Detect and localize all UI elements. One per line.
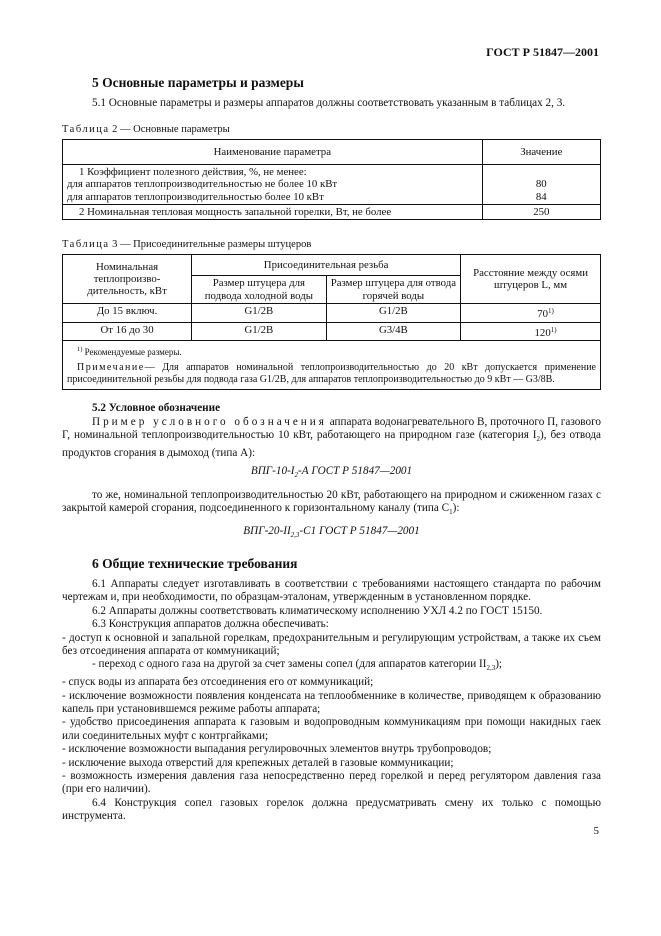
page-number: 5 xyxy=(593,825,599,837)
designation-formula-1: ВПГ-$10-I_2-А$ ГОСТ Р 51847—2001 xyxy=(250,465,413,480)
paragraph-6-3: 6.3 Конструкция аппаратов должна обеспечивать: xyxy=(92,618,329,631)
table-3-cell-power: От 16 до 30 xyxy=(63,322,192,341)
paragraph-5-1: 5.1 Основные параметры и размеры аппаратов должны соответствовать указанным в таблицах 2, 3. xyxy=(92,97,566,110)
paragraph-6-2: 6.2 Аппараты должны соответствовать климатическому исполнению УХЛ 4.2 по ГОСТ 15150. xyxy=(92,604,543,617)
table-3-header-thread: Присоединительная резьба xyxy=(192,255,461,276)
table-3-cell-hot: G3/4B xyxy=(326,322,461,341)
example-paragraph-2: то же, номинальной теплопроизводительностью 20 кВт, работающего на природном и сжиженном газах с закрытой камерой сгорания, подсоединенного к горизонтальному каналу (типа $С_1$): xyxy=(62,488,601,517)
list-item: - переход с одного газа на другой за счет замены сопел (для аппаратов категории $II_{2,3}$); xyxy=(92,658,503,673)
list-item: - исключение возможности выпадания регулировочных элементов внутрь трубопроводов; xyxy=(62,743,492,756)
table-row xyxy=(63,165,601,205)
list-item: - удобство присоединения аппарата к газовым и водопроводным коммуникациям при помощи накидных гаек или соединительных муфт с контргайками; xyxy=(62,716,601,742)
list-item: - спуск воды из аппарата без отсоединения его от коммуникаций; xyxy=(62,676,374,689)
table-3-caption: Таблица 3 — Присоединительные размеры штуцеров xyxy=(62,239,312,251)
table-3-footnote: $^{1)}$ Рекомендуемые размеры. xyxy=(77,346,182,358)
table-3 xyxy=(62,254,601,390)
table-2-header-value: Значение xyxy=(482,140,600,165)
table-row xyxy=(63,341,601,390)
table-row xyxy=(63,140,601,165)
table-2-row-1-name: 1 Коэффициент полезного действия, %, не менее: для аппаратов теплопроизводительностью не более 10 кВт для аппаратов теплопроизводительностью более 10 кВт xyxy=(63,165,483,205)
table-3-cell-cold: G1/2B xyxy=(192,303,327,322)
table-row xyxy=(63,322,601,341)
section-5-2-title: 5.2 Условное обозначение xyxy=(92,402,221,415)
list-item: - исключение возможности появления конденсата на теплообменнике в количестве, приводящем к образованию капель при установившемся режиме работы аппарата; xyxy=(62,689,601,715)
section-5-title: 5 Основные параметры и размеры xyxy=(92,75,304,90)
table-row xyxy=(63,255,601,276)
table-3-header-distance: Расстояние между осями штуцеров L, мм xyxy=(461,255,601,303)
list-item: - доступ к основной и запальной горелкам, предохранительным и регулирующим устройствам, а также их съем без отсоединения аппарата от коммуникаций; xyxy=(62,631,601,658)
table-3-header-cold: Размер штуцера для подвода холодной воды xyxy=(192,276,327,303)
section-6-title: 6 Общие технические требования xyxy=(92,555,298,571)
document-header: ГОСТ Р 51847—2001 xyxy=(486,45,599,59)
table-3-notes xyxy=(63,341,601,390)
table-3-cell-distance: 120$^{1)}$ xyxy=(461,322,601,341)
table-3-header-hot: Размер штуцера для отвода горячей воды xyxy=(326,276,461,303)
table-row xyxy=(63,303,601,322)
paragraph-6-1: 6.1 Аппараты следует изготавливать в соответствии с требованиями настоящего стандарта по рабочим чертежам и, при необходимости, по образцам-эталонам, утвержденным в установленном порядке. xyxy=(62,578,601,604)
table-3-cell-hot: G1/2B xyxy=(326,303,461,322)
table-3-cell-distance: 70$^{1)}$ xyxy=(461,303,601,322)
list-item: - возможность измерения давления газа непосредственно перед горелкой и перед регулятором давления газа (при его наличии). xyxy=(62,769,601,796)
table-3-cell-cold: G1/2B xyxy=(192,322,327,341)
table-row xyxy=(63,204,601,219)
table-3-header-power: Номинальная теплопроизво-дительность, кВт xyxy=(63,255,192,303)
table-2 xyxy=(62,139,601,220)
table-2-header-name: Наименование параметра xyxy=(63,140,483,165)
paragraph-6-4: 6.4 Конструкция сопел газовых горелок должна предусматривать смену их только с помощью инструмента. xyxy=(62,796,601,823)
table-2-row-2-name: 2 Номинальная тепловая мощность запальной горелки, Вт, не более xyxy=(63,204,483,219)
table-3-note: Примечание— Для аппаратов номинальной теплопроизводительностью до 20 кВт допускается применение присоединительной резьбы для подвода газа G1/2B, для аппаратов теплопроизводительностью до 9 кВт — G3/8B. xyxy=(67,362,596,385)
table-2-caption: Таблица 2 — Основные параметры xyxy=(62,123,230,135)
table-2-row-2-value: 250 xyxy=(482,204,600,219)
list-item: - исключение выхода отверстий для крепежных деталей в газовые коммуникации; xyxy=(62,756,454,769)
example-paragraph-1: Пример условного обозначения аппарата водонагревательного В, проточного П, газового Г, номинальной теплопроизводительностью 10 кВт, работающего на природном газе (категория $I_2$), без отвода продуктов сгорания в дымоход (типа А): xyxy=(62,415,601,459)
designation-formula-2: ВПГ-$20-II_{2,3}-С1$ ГОСТ Р 51847—2001 xyxy=(243,524,420,540)
table-2-row-1-value: 80 84 xyxy=(482,165,600,205)
table-3-cell-power: До 15 включ. xyxy=(63,303,192,322)
page-content xyxy=(62,76,601,824)
